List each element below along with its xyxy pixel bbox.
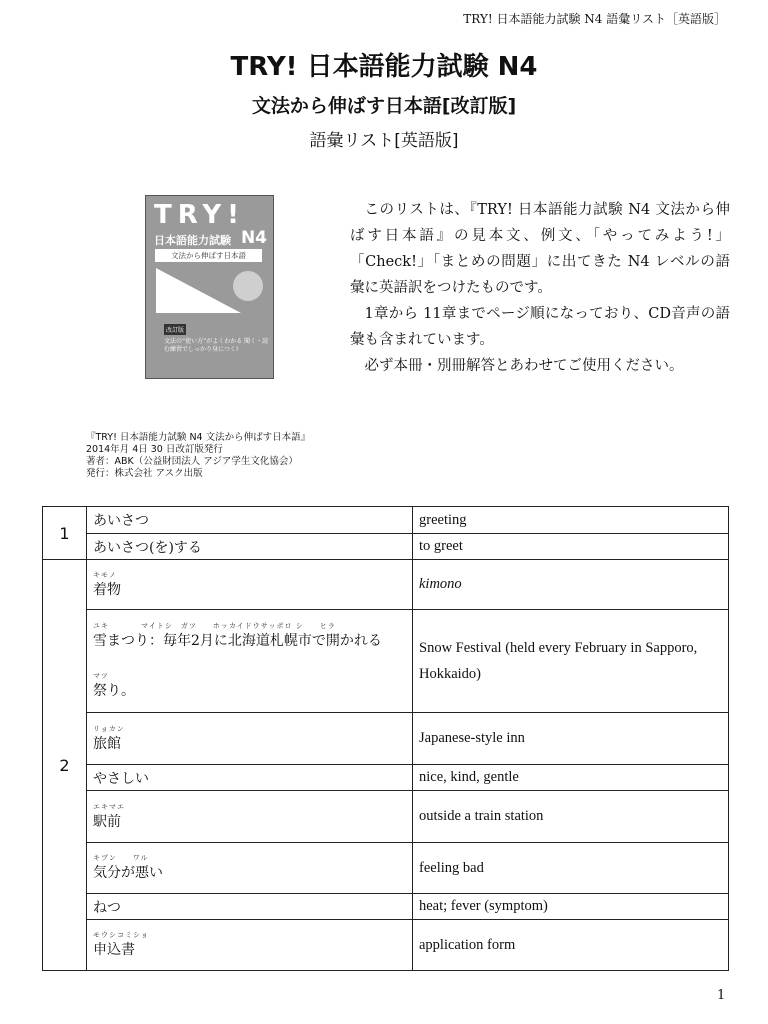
cover-level: N4 — [240, 228, 267, 248]
cover-subtitle: 文法から伸ばす日本語 — [155, 249, 262, 262]
table-row — [43, 894, 729, 920]
book-info-date: 2014年月 4日 30 日改訂版発行 — [86, 444, 223, 455]
cover-triangle-shape — [156, 268, 241, 313]
vocab-english: to greet — [413, 534, 729, 560]
vocab-english: application form — [413, 920, 729, 971]
vocab-term: 気分が悪い — [93, 865, 163, 881]
vocab-english: nice, kind, gentle — [413, 765, 729, 791]
vocab-ruby: リョカン — [93, 724, 125, 733]
vocabulary-table — [42, 506, 729, 971]
vocab-term: 駅前 — [93, 813, 121, 830]
vocab-english: outside a train station — [413, 791, 729, 843]
vocab-japanese — [87, 920, 413, 971]
vocab-term: 祭り。 — [93, 683, 135, 699]
vocab-ruby: エキマエ — [93, 802, 125, 811]
page-number: 1 — [717, 988, 726, 1003]
vocab-english: Snow Festival (held every February in Sapporo, Hokkaido) — [413, 610, 729, 713]
vocab-english: Japanese-style inn — [413, 713, 729, 765]
vocab-japanese — [87, 791, 413, 843]
vocab-japanese — [87, 843, 413, 894]
intro-paragraph-3: 必ず本冊・別冊解答とあわせてご使用ください。 — [364, 358, 684, 374]
vocab-english: greeting — [413, 507, 729, 534]
chapter-number: 1 — [43, 507, 87, 560]
vocab-japanese — [87, 534, 413, 560]
document-subtitle: 文法から伸ばす日本語[改訂版] — [251, 95, 517, 117]
vocab-japanese — [87, 765, 413, 791]
cover-circle-badge — [233, 271, 263, 301]
table-row — [43, 791, 729, 843]
vocab-ruby: キブン ワル — [93, 854, 149, 862]
vocab-term: やさしい — [93, 770, 149, 787]
vocab-japanese — [87, 610, 413, 713]
table-row — [43, 765, 729, 791]
cover-series: 日本語能力試験 — [154, 234, 231, 247]
vocab-english: heat; fever (symptom) — [413, 894, 729, 920]
vocab-term: あいさつ(を)する — [93, 539, 202, 556]
table-row — [43, 920, 729, 971]
book-info-title: 『TRY! 日本語能力試験 N4 文法から伸ばす日本語』 — [86, 432, 311, 443]
running-head: TRY! 日本語能力試験 N4 語彙リスト［英語版］ — [463, 12, 726, 26]
vocab-japanese — [87, 560, 413, 610]
cover-footnote: 文法の“使い方”がよくわかる 聞く・読む練習でしっかり身につく! — [164, 338, 269, 353]
book-info-author: 著者：ABK（公益財団法人 アジア学生文化協会） — [86, 456, 298, 467]
table-row — [43, 560, 729, 610]
vocab-term: 旅館 — [93, 735, 121, 752]
vocab-term: あいさつ — [93, 513, 149, 529]
vocab-ruby: モウシコミショ — [93, 931, 149, 939]
intro-text — [350, 197, 730, 379]
intro-paragraph-2: 1章から 11章までページ順になっており、CD音声の語彙も含まれています。 — [350, 306, 730, 348]
vocab-term: 着物 — [93, 581, 121, 598]
document-title: TRY! 日本語能力試験 N4 — [230, 52, 538, 82]
document-subtitle-2: 語彙リスト[英語版] — [309, 131, 459, 151]
intro-paragraph-1: このリストは、『TRY! 日本語能力試験 N4 文法から伸ばす日本語』の見本文、例文、「やってみよう!」「Check!」「まとめの問題」に出てきた N4 レベルの語彙に英語訳をつけたものです。 — [350, 202, 730, 296]
vocab-english: kimono — [413, 560, 729, 610]
vocab-term: 申込書 — [93, 942, 135, 958]
vocab-english: feeling bad — [413, 843, 729, 894]
vocab-term: ねつ — [93, 899, 121, 916]
vocab-ruby: キモノ — [93, 570, 117, 579]
vocab-japanese — [87, 894, 413, 920]
table-row — [43, 507, 729, 534]
table-row — [43, 713, 729, 765]
table-row — [43, 610, 729, 713]
table-row — [43, 843, 729, 894]
chapter-number: 2 — [43, 560, 87, 971]
book-cover-image — [145, 195, 274, 379]
vocab-term: 雪まつり：毎年2月に北海道札幌市で開かれる — [93, 633, 382, 649]
cover-edition-badge: 改訂版 — [164, 324, 186, 335]
cover-logo: TRY! — [154, 200, 246, 230]
vocab-ruby: ユキ マイトシ ガツ ホッカイドウサッポロ シ ヒラ — [93, 622, 336, 630]
table-row — [43, 534, 729, 560]
vocab-japanese — [87, 713, 413, 765]
vocab-japanese — [87, 507, 413, 534]
book-info — [86, 432, 310, 480]
vocab-ruby: マツ — [93, 672, 109, 680]
book-info-publisher: 発行：株式会社 アスク出版 — [86, 468, 203, 479]
